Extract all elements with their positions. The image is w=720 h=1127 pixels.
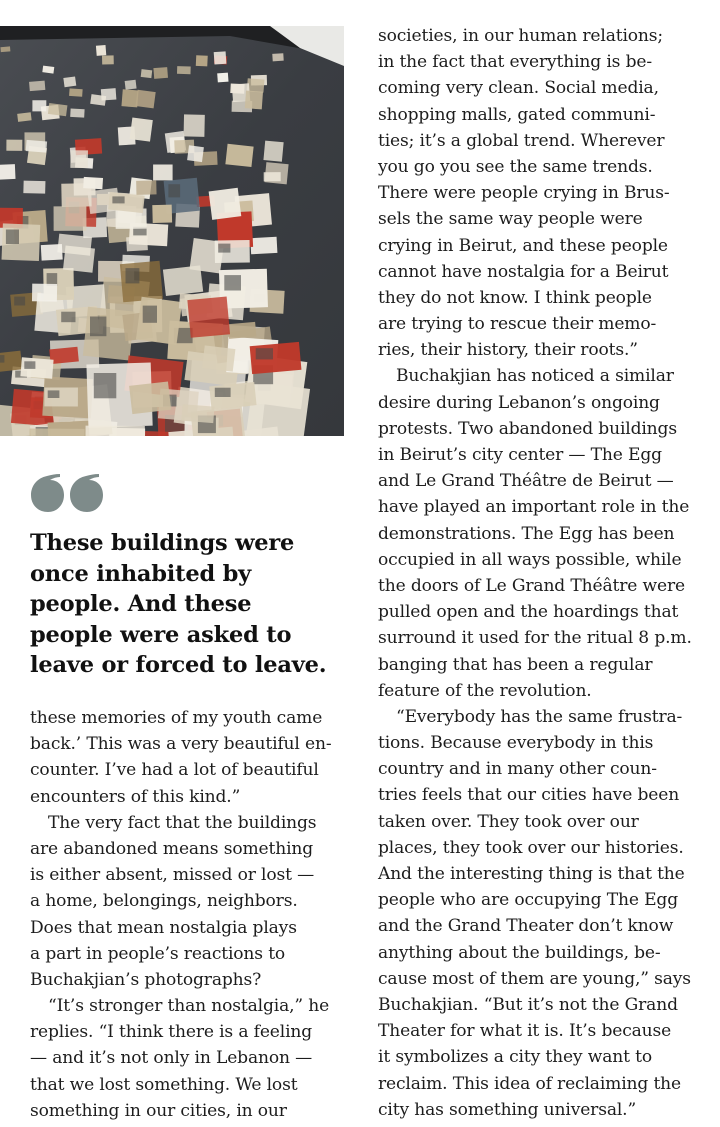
paper-item bbox=[90, 94, 106, 106]
paper-item bbox=[63, 245, 95, 272]
text-line: ties; it’s a global trend. Wherever bbox=[378, 130, 665, 151]
paper-item bbox=[121, 89, 138, 107]
paper-item bbox=[63, 76, 76, 87]
paper-photo-detail bbox=[224, 275, 241, 290]
text-line: cause most of them are young,” says bbox=[378, 968, 691, 989]
paper-item bbox=[263, 141, 283, 162]
paper-item bbox=[184, 114, 205, 136]
text-line: Does that mean nostalgia plays bbox=[30, 917, 297, 938]
paper-item bbox=[96, 45, 106, 56]
paper-item bbox=[245, 91, 263, 110]
text-line: a home, belongings, neighbors. bbox=[30, 891, 298, 912]
text-line: surround it used for the ritual 8 p.m. bbox=[378, 628, 692, 649]
paper-photo-detail bbox=[168, 184, 180, 197]
paper-item bbox=[26, 140, 47, 153]
paper-item bbox=[29, 81, 45, 92]
text-line: the doors of Le Grand Théâtre were bbox=[378, 575, 685, 596]
text-line: replies. “I think there is a feeling bbox=[30, 1022, 313, 1043]
paper-item bbox=[214, 51, 227, 64]
text-line: tions. Because everybody in this bbox=[378, 733, 654, 754]
text-line: occupied in all ways possible, while bbox=[378, 549, 682, 570]
paper-item bbox=[225, 144, 253, 167]
photo-floor-archive bbox=[0, 26, 344, 436]
paper-photo-detail bbox=[6, 230, 19, 245]
text-line: demonstrations. The Egg has been bbox=[378, 523, 675, 544]
paper-item bbox=[29, 429, 84, 436]
text-line: are abandoned means something bbox=[30, 838, 314, 859]
text-line: And the interesting thing is that the bbox=[378, 864, 685, 884]
paper-item bbox=[102, 55, 114, 64]
text-line: something in our cities, in our bbox=[30, 1100, 287, 1121]
paper-item bbox=[125, 80, 137, 90]
text-line: is either absent, missed or lost — bbox=[30, 865, 315, 886]
paper-item bbox=[272, 53, 283, 61]
paper-item bbox=[70, 150, 88, 168]
text-line: “It’s stronger than nostalgia,” he bbox=[48, 996, 330, 1017]
paper-item bbox=[17, 112, 31, 122]
paper-item bbox=[187, 296, 230, 337]
text-line: a part in people’s reactions to bbox=[30, 943, 286, 964]
text-line: coming very clean. Social media, bbox=[378, 78, 659, 99]
text-line: are trying to rescue their memo- bbox=[378, 314, 657, 335]
paper-item bbox=[217, 73, 228, 83]
paper-item bbox=[0, 164, 16, 180]
paper-item bbox=[130, 117, 153, 141]
paper-photo-detail bbox=[94, 373, 117, 398]
paper-photo-detail bbox=[48, 390, 60, 398]
text-line: Buchakjian’s photographs? bbox=[30, 969, 262, 990]
text-line: and Le Grand Théâtre de Beirut — bbox=[378, 471, 674, 492]
paper-item bbox=[202, 345, 235, 371]
paper-item bbox=[136, 90, 156, 109]
text-line: reclaim. This idea of reclaiming the bbox=[378, 1073, 681, 1094]
paper-item bbox=[153, 164, 173, 180]
text-line: you go you see the same trends. bbox=[378, 156, 653, 177]
paper-item bbox=[181, 404, 214, 423]
paper-photo-detail bbox=[90, 317, 106, 337]
paper-item bbox=[141, 69, 153, 78]
text-line: it symbolizes a city they want to bbox=[378, 1047, 652, 1068]
text-line: shopping malls, gated communi- bbox=[378, 104, 656, 125]
paper-item bbox=[70, 109, 84, 118]
text-line: people who are occupying The Egg bbox=[378, 890, 679, 911]
paper-item bbox=[69, 88, 83, 96]
paper-photo-detail bbox=[14, 297, 25, 306]
paper-item bbox=[23, 181, 45, 194]
paper-photo-detail bbox=[112, 196, 124, 203]
pull-quote-line: people. And these bbox=[30, 591, 252, 618]
pull-quote-line: These buildings were bbox=[30, 530, 295, 556]
text-line: anything about the buildings, be- bbox=[378, 942, 661, 963]
paper-photo-detail bbox=[215, 388, 231, 397]
text-line: “Everybody has the same frustra- bbox=[396, 706, 683, 727]
paper-photo-detail bbox=[61, 312, 75, 323]
paper-photo-detail bbox=[143, 306, 157, 323]
text-line: There were people crying in Brus- bbox=[378, 183, 670, 204]
paper-item bbox=[209, 188, 242, 220]
text-line: places, they took over our histories. bbox=[378, 837, 684, 858]
text-line: cannot have nostalgia for a Beirut bbox=[378, 261, 669, 282]
text-line: in the fact that everything is be- bbox=[378, 52, 652, 73]
paper-photo-detail bbox=[24, 361, 35, 369]
paper-item bbox=[264, 172, 281, 181]
text-line: these memories of my youth came bbox=[30, 708, 323, 728]
paper-photo-detail bbox=[256, 348, 273, 359]
text-line: ries, their history, their roots.” bbox=[378, 340, 638, 361]
text-line: city has something universal.” bbox=[378, 1099, 637, 1120]
text-line: protests. Two abandoned buildings bbox=[378, 418, 677, 439]
text-line: desire during Lebanon’s ongoing bbox=[378, 392, 660, 413]
paper-item bbox=[41, 244, 63, 261]
text-line: sels the same way people were bbox=[378, 209, 643, 230]
paper-photo-detail bbox=[126, 268, 140, 283]
quote-marks-icon bbox=[30, 472, 104, 514]
text-line: and the Grand Theater don’t know bbox=[378, 916, 674, 937]
paper-item bbox=[136, 180, 156, 194]
text-line: back.’ This was a very beautiful en- bbox=[30, 734, 332, 755]
paper-item bbox=[42, 66, 54, 74]
paper-item bbox=[6, 140, 22, 151]
text-line: encounters of this kind.” bbox=[30, 786, 241, 807]
text-line: crying in Beirut, and these people bbox=[378, 235, 668, 256]
text-line: societies, in our human relations; bbox=[378, 26, 664, 46]
text-line: feature of the revolution. bbox=[378, 680, 592, 701]
text-line: The very fact that the buildings bbox=[48, 812, 317, 833]
article-column-right bbox=[378, 23, 690, 1123]
text-line: tries feels that our cities have been bbox=[378, 785, 680, 806]
text-line: taken over. They took over our bbox=[378, 811, 639, 832]
text-line: Buchakjian has noticed a similar bbox=[396, 366, 674, 387]
text-line: counter. I’ve had a lot of beautiful bbox=[30, 760, 319, 781]
text-line: have played an important role in the bbox=[378, 497, 690, 518]
pull-quote-line: once inhabited by bbox=[30, 560, 252, 587]
archive-photo-image bbox=[0, 26, 344, 436]
paper-item bbox=[0, 46, 10, 52]
paper-item bbox=[163, 265, 203, 296]
text-line: in Beirut’s city center — The Egg bbox=[378, 445, 662, 465]
paper-item bbox=[85, 426, 145, 436]
paper-item bbox=[177, 66, 191, 74]
paper-item bbox=[228, 322, 257, 339]
text-line: Buchakjian. “But it’s not the Grand bbox=[378, 994, 678, 1015]
text-line: banging that has been a regular bbox=[378, 654, 653, 675]
paper-item bbox=[153, 67, 168, 79]
pull-quote-line: leave or forced to leave. bbox=[30, 652, 327, 679]
paper-item bbox=[187, 145, 204, 162]
text-line: that we lost something. We lost bbox=[30, 1074, 298, 1095]
text-line: — and it’s not only in Lebanon — bbox=[30, 1048, 313, 1069]
paper-item bbox=[48, 103, 68, 116]
paper-item bbox=[250, 237, 277, 254]
text-line: they do not know. I think people bbox=[378, 287, 652, 308]
paper-item bbox=[54, 206, 87, 231]
paper-item bbox=[129, 381, 171, 414]
text-line: country and in many other coun- bbox=[378, 759, 657, 780]
paper-item bbox=[32, 284, 57, 302]
text-line: pulled open and the hoardings that bbox=[378, 602, 679, 623]
paper-item bbox=[49, 347, 79, 364]
text-line: Theater for what it is. It’s because bbox=[378, 1021, 672, 1042]
paper-item bbox=[32, 100, 46, 111]
paper-photo-detail bbox=[218, 244, 230, 253]
pull-quote-line: people were asked to bbox=[30, 621, 292, 648]
paper-photo-detail bbox=[0, 355, 4, 363]
article-column-left bbox=[30, 705, 340, 1124]
paper-item bbox=[83, 177, 103, 189]
pull-quote bbox=[30, 528, 344, 681]
paper-item bbox=[196, 55, 208, 66]
paper-item bbox=[152, 205, 172, 223]
